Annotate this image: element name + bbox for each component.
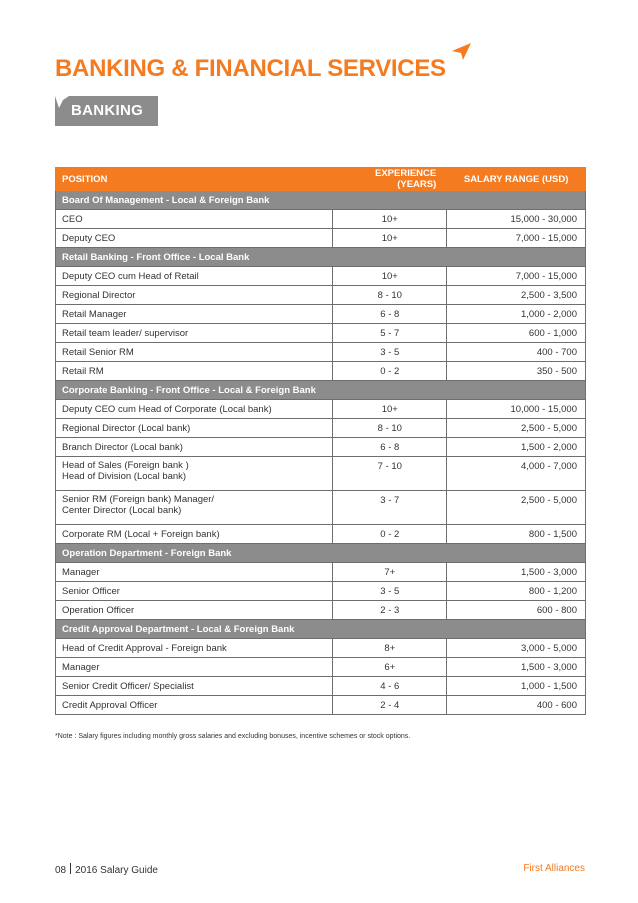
position-cell [56,229,333,248]
position-cell [56,343,333,362]
table-body [56,191,586,715]
table-row [56,601,586,620]
table-row [56,343,586,362]
position-text: Regional Director [62,289,136,301]
table-row [56,457,586,491]
position-text: Regional Director (Local bank) [62,422,191,434]
group-header-row [56,191,586,210]
table-row [56,229,586,248]
salary-cell: 600 - 800 [447,601,586,620]
experience-cell: 8 - 10 [333,419,447,438]
salary-cell: 1,500 - 3,000 [447,658,586,677]
salary-cell: 1,000 - 2,000 [447,305,586,324]
position-cell [56,491,333,525]
salary-cell: 400 - 700 [447,343,586,362]
experience-cell: 6 - 8 [333,305,447,324]
table-row [56,362,586,381]
experience-cell: 3 - 7 [333,491,447,525]
salary-cell: 1,000 - 1,500 [447,677,586,696]
experience-cell: 2 - 3 [333,601,447,620]
brand-name: First Alliances [523,863,585,874]
position-cell [56,677,333,696]
experience-cell: 0 - 2 [333,525,447,544]
position-text: Branch Director (Local bank) [62,441,183,453]
position-text: Senior Credit Officer/ Specialist [62,680,194,692]
table-row [56,696,586,715]
page-title: BANKING & FINANCIAL SERVICES [55,55,446,82]
position-cell [56,563,333,582]
group-title: Corporate Banking - Front Office - Local & Foreign Bank [56,381,586,400]
section-tab: BANKING [55,96,158,126]
position-cell [56,305,333,324]
position-text: Retail Manager [62,308,127,320]
salary-cell: 1,500 - 2,000 [447,438,586,457]
header-salary: SALARY RANGE (USD) [447,168,586,191]
page-number: 08 [55,865,67,876]
footnote: *Note : Salary figures including monthly gross salaries and excluding bonuses, incentive schemes or stock options. [55,733,411,740]
table-row [56,438,586,457]
table-header-row [56,168,586,191]
table-row [56,677,586,696]
tab-corner-icon [149,118,160,128]
table-row [56,210,586,229]
experience-cell: 7+ [333,563,447,582]
position-cell [56,525,333,544]
salary-cell: 15,000 - 30,000 [447,210,586,229]
position-cell [56,362,333,381]
experience-cell: 10+ [333,229,447,248]
salary-cell: 7,000 - 15,000 [447,267,586,286]
experience-cell: 5 - 7 [333,324,447,343]
experience-cell: 6+ [333,658,447,677]
header-experience: EXPERIENCE (YEARS) [333,168,447,191]
experience-cell: 3 - 5 [333,582,447,601]
experience-cell: 6 - 8 [333,438,447,457]
experience-cell: 10+ [333,210,447,229]
position-text: Manager [62,661,100,673]
position-text: Operation Officer [62,604,135,616]
position-cell [56,438,333,457]
group-header-row [56,620,586,639]
position-text: Deputy CEO [62,232,116,244]
group-title: Board Of Management - Local & Foreign Bank [56,191,586,210]
table-row [56,658,586,677]
table-row [56,563,586,582]
experience-cell: 3 - 5 [333,343,447,362]
position-text: Retail Senior RM [62,346,134,358]
group-title: Credit Approval Department - Local & Foreign Bank [56,620,586,639]
table-row [56,400,586,419]
position-cell [56,457,333,491]
position-cell [56,696,333,715]
table-row [56,286,586,305]
position-text: Credit Approval Officer [62,699,158,711]
salary-cell: 10,000 - 15,000 [447,400,586,419]
tab-corner-icon [55,96,69,108]
group-header-row [56,381,586,400]
position-cell [56,210,333,229]
position-text: Corporate RM (Local + Foreign bank) [62,528,220,540]
position-cell [56,658,333,677]
table-row [56,324,586,343]
table-row [56,491,586,525]
salary-cell: 400 - 600 [447,696,586,715]
salary-cell: 800 - 1,500 [447,525,586,544]
group-title: Operation Department - Foreign Bank [56,544,586,563]
table-row [56,525,586,544]
position-cell [56,267,333,286]
position-cell [56,639,333,658]
header-position: POSITION [56,168,333,191]
position-cell [56,419,333,438]
group-header-row [56,544,586,563]
position-cell [56,324,333,343]
salary-table [55,167,586,715]
position-text: Senior RM (Foreign bank) Manager/ [62,494,215,505]
position-text-line2: Head of Division (Local bank) [62,471,187,482]
salary-cell: 2,500 - 5,000 [447,419,586,438]
salary-cell: 2,500 - 5,000 [447,491,586,525]
table-row [56,419,586,438]
experience-cell: 2 - 4 [333,696,447,715]
salary-cell: 800 - 1,200 [447,582,586,601]
arrow-icon [452,43,472,61]
salary-cell: 600 - 1,000 [447,324,586,343]
position-text: Retail RM [62,365,104,377]
position-cell [56,601,333,620]
position-cell [56,582,333,601]
salary-cell: 350 - 500 [447,362,586,381]
experience-cell: 4 - 6 [333,677,447,696]
position-text: Deputy CEO cum Head of Retail [62,270,199,282]
salary-cell: 1,500 - 3,000 [447,563,586,582]
table-row [56,582,586,601]
salary-cell: 4,000 - 7,000 [447,457,586,491]
experience-cell: 10+ [333,400,447,419]
position-cell [56,286,333,305]
position-cell [56,400,333,419]
position-text: Deputy CEO cum Head of Corporate (Local bank) [62,403,272,415]
experience-cell: 8 - 10 [333,286,447,305]
salary-cell: 3,000 - 5,000 [447,639,586,658]
group-title: Retail Banking - Front Office - Local Bank [56,248,586,267]
salary-cell: 2,500 - 3,500 [447,286,586,305]
table-row [56,639,586,658]
experience-cell: 10+ [333,267,447,286]
guide-title: 2016 Salary Guide [75,865,158,876]
footer-page-info [55,863,158,876]
footer-divider [70,863,71,874]
group-header-row [56,248,586,267]
position-text: Head of Credit Approval - Foreign bank [62,642,227,654]
experience-cell: 0 - 2 [333,362,447,381]
experience-cell: 8+ [333,639,447,658]
position-text: Senior Officer [62,585,120,597]
table-row [56,305,586,324]
table-row [56,267,586,286]
position-text: Manager [62,566,100,578]
position-text-line2: Center Director (Local bank) [62,505,182,516]
experience-cell: 7 - 10 [333,457,447,491]
position-text: Retail team leader/ supervisor [62,327,189,339]
salary-cell: 7,000 - 15,000 [447,229,586,248]
position-text: Head of Sales (Foreign bank ) [62,460,189,471]
position-text: CEO [62,213,83,225]
